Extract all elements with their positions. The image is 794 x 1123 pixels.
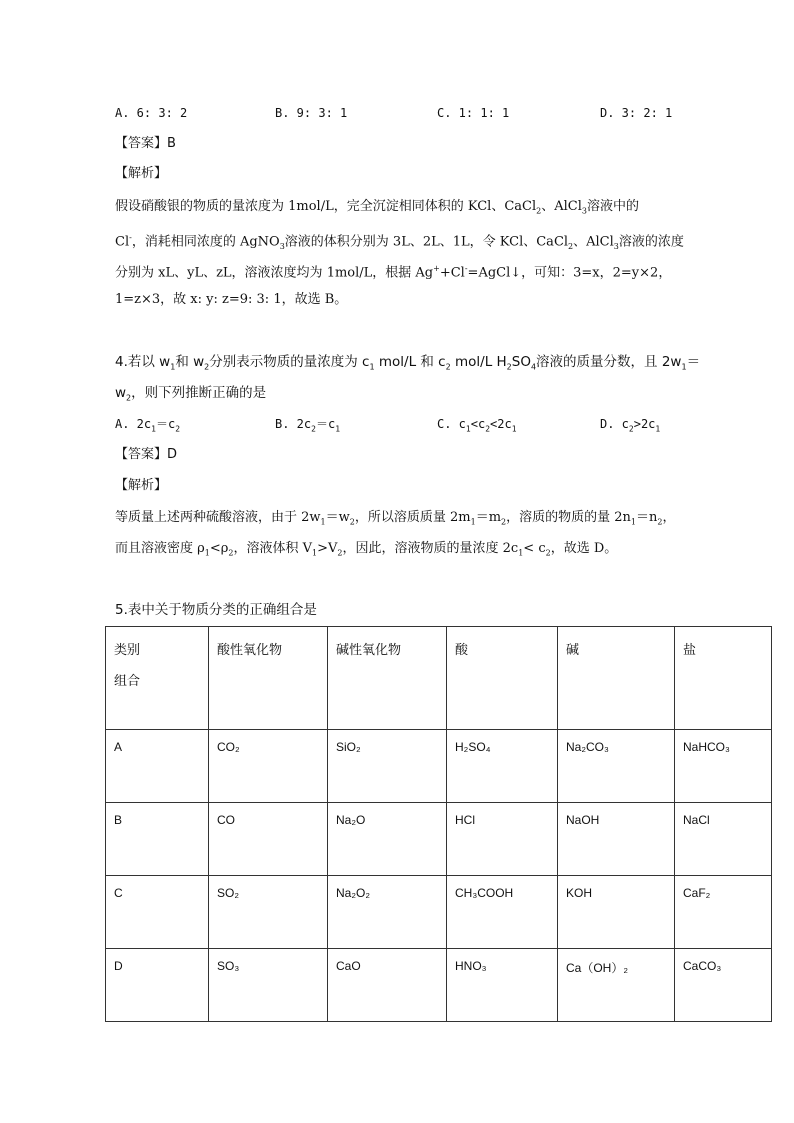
q3-analysis-text: 假设硝酸银的物质的量浓度为 1mol/L，完全沉淀相同体积的 KCl、CaCl$_2$、AlCl$_3$溶液中的 Cl-，消耗相同浓度的 AgNO$_3$溶液的体积分别为 3L、2L、1L，令 KCl、CaCl$_2$、AlCl$_3$溶液的浓度 分别为 xL、yL、zL，溶液浓度均为 1mol/L，根据 Ag++Cl-=AgCl↓，可知：3=x，2=y×2， 1=z×3，故 x: y: z=9: 3: 1，故选 B。 xyxy=(115,199,684,307)
table-header-row xyxy=(106,627,772,730)
table-cell: SiO₂ xyxy=(328,730,447,803)
group-cell: C xyxy=(106,876,209,949)
q3-option-c: C. 1: 1: 1 xyxy=(437,106,510,120)
table-cell: CaCO₃ xyxy=(675,949,772,1022)
q4-stem: 4.若以 $w_1$和 $w_2$分别表示物质的量浓度为 $c_1$ mol/L 和 $c_2$ mol/L $H_2SO_4$溶液的质量分数，且 $2w_1=$ xyxy=(115,354,701,372)
table-cell: CO₂ xyxy=(209,730,328,803)
q4-analysis-text: 等质量上述两种硫酸溶液，由于 $2w_1=w_2$，所以溶质质量 $2m_1=m_2$，溶质的物质的量 $2n_1=n_2$， 而且溶液密度 $\rho_1<\rho_2$，溶液体积 $V_1>V_2$，因此，溶液物质的量浓度 $2c_1< c_2$，故选 D。 xyxy=(115,510,676,558)
table-row xyxy=(106,730,772,803)
q4-option-d: D. $c_2>2c_1$ xyxy=(600,417,661,434)
q3-option-b: B. 9: 3: 1 xyxy=(275,106,348,120)
table-cell: HNO₃ xyxy=(447,949,558,1022)
header-cell: 碱性氧化物 xyxy=(328,627,447,730)
table-cell: NaOH xyxy=(558,803,675,876)
q3-option-d: D. 3: 2: 1 xyxy=(600,106,673,120)
table-cell: NaHCO₃ xyxy=(675,730,772,803)
table-cell: KOH xyxy=(558,876,675,949)
q4-stem-cont: $w_2$，则下列推断正确的是 xyxy=(115,385,267,403)
table-cell: H₂SO₄ xyxy=(447,730,558,803)
table-row xyxy=(106,949,772,1022)
table-cell: CH₃COOH xyxy=(447,876,558,949)
table-cell: Na₂O xyxy=(328,803,447,876)
table-cell: CaF₂ xyxy=(675,876,772,949)
table-cell: Ca（OH）₂ xyxy=(558,949,675,1022)
table-cell: Na₂O₂ xyxy=(328,876,447,949)
table-cell: SO₃ xyxy=(209,949,328,1022)
table-row xyxy=(106,803,772,876)
table-cell: HCl xyxy=(447,803,558,876)
q3-option-a: A. 6: 3: 2 xyxy=(115,106,188,120)
header-cell: 酸性氧化物 xyxy=(209,627,328,730)
table-row xyxy=(106,876,772,949)
q4-answer: 【答案】D xyxy=(115,447,178,462)
header-cell: 盐 xyxy=(675,627,772,730)
table-cell: NaCl xyxy=(675,803,772,876)
classification-table xyxy=(105,626,772,1022)
table-cell: CaO xyxy=(328,949,447,1022)
table-cell: CO xyxy=(209,803,328,876)
q3-answer: 【答案】B xyxy=(115,136,176,151)
q4-option-c: C. $c_1<c_2<2c_1$ xyxy=(437,417,517,434)
q4-option-a: A. $2c_1=c_2$ xyxy=(115,417,181,434)
header-cell: 酸 xyxy=(447,627,558,730)
header-category-cell: 类别 组合 xyxy=(106,627,209,730)
header-cell: 碱 xyxy=(558,627,675,730)
group-cell: B xyxy=(106,803,209,876)
q4-analysis-label: 【解析】 xyxy=(115,478,168,493)
q5-stem: 5.表中关于物质分类的正确组合是 xyxy=(115,602,317,618)
table-cell: SO₂ xyxy=(209,876,328,949)
group-cell: D xyxy=(106,949,209,1022)
q3-analysis-label: 【解析】 xyxy=(115,166,168,181)
q4-option-b: B. $2c_2=c_1$ xyxy=(275,417,341,434)
table-cell: Na₂CO₃ xyxy=(558,730,675,803)
group-cell: A xyxy=(106,730,209,803)
